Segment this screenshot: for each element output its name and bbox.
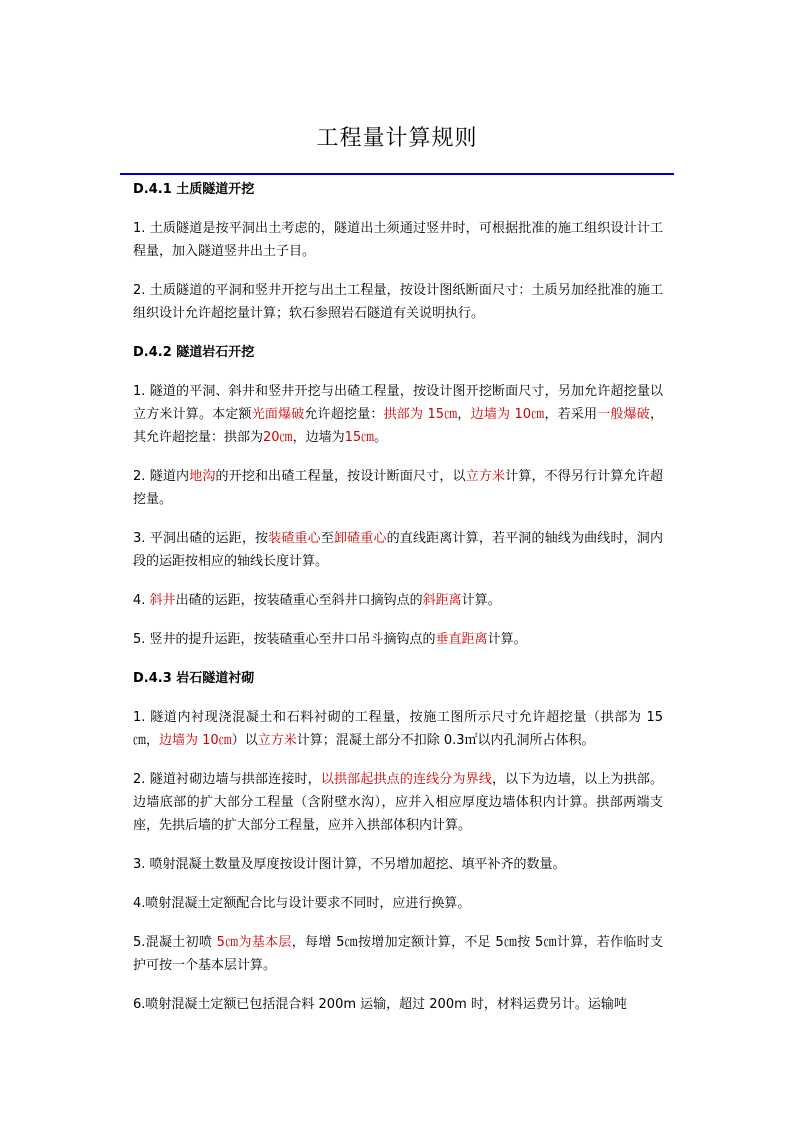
- highlighted-text: 以拱部起拱点的连线分为界线: [320, 772, 492, 787]
- rule-paragraph: [133, 853, 663, 876]
- section-heading: D.4.2 隧道岩石开挖: [133, 345, 255, 360]
- rule-paragraph: [133, 706, 663, 752]
- page-title: 工程量计算规则: [316, 126, 478, 151]
- text-run: 1. 隧道的平洞、斜井和竖井开挖与出碴工程量，按设计图开挖断面尺寸，另加允许超挖量以立方米计算。本定额: [133, 384, 663, 422]
- highlighted-text: 一般爆破: [597, 407, 650, 422]
- text-run: ，若采用: [544, 407, 598, 422]
- highlighted-text: 5㎝为基本层: [216, 935, 292, 950]
- highlighted-text: 边墙为 10㎝: [470, 407, 545, 422]
- document-body: [133, 178, 663, 1032]
- rule-paragraph: [133, 931, 663, 977]
- text-run: 1. 隧道内衬现浇混凝土和石料衬砌的工程量，按施工图所示尺寸允许超挖量（拱部为 15㎝，: [133, 710, 663, 748]
- text-run: ，以下为边墙，以上为拱部。边墙底部的扩大部分工程量（含附壁水沟），应并入相应厚度边墙体积内计算。拱部两端支座，先拱后墙的扩大部分工程量，应并入拱部体积内计算。: [133, 772, 663, 833]
- text-run: 的开挖和出碴工程量，按设计断面尺寸，以: [215, 469, 466, 484]
- rule-paragraph: [133, 380, 663, 449]
- text-run: 计算，不得另行计算允许超挖量。: [133, 469, 663, 507]
- text-run: 至: [320, 531, 335, 546]
- highlighted-text: 装碴重心: [268, 531, 321, 546]
- highlighted-text: 20㎝: [263, 430, 293, 445]
- rule-paragraph: [133, 279, 663, 325]
- rule-paragraph: [133, 892, 663, 915]
- text-run: 6.喷射混凝土定额已包括混合料 200m 运输，超过 200m 时，材料运费另计。运输吨: [133, 997, 627, 1012]
- text-run: 2. 隧道衬砌边墙与拱部连接时，: [133, 772, 321, 787]
- text-run: 3. 喷射混凝土数量及厚度按设计图计算，不另增加超挖、填平补齐的数量。: [133, 857, 566, 872]
- title-divider: [120, 173, 674, 175]
- text-run: 5. 竖井的提升运距，按装碴重心至井口吊斗摘钩点的: [133, 632, 436, 647]
- text-run: ，每增 5㎝按增加定额计算，不足 5㎝按 5㎝计算，若作临时支护可按一个基本层计算。: [133, 935, 663, 973]
- text-run: 出碴的运距，按装碴重心至斜井口摘钩点的: [175, 593, 423, 608]
- text-run: ，其允许超挖量：拱部为: [133, 407, 663, 445]
- rule-paragraph: [133, 768, 663, 837]
- highlighted-text: 立方米: [257, 733, 297, 748]
- rule-paragraph: [133, 993, 663, 1016]
- rule-paragraph: [133, 527, 663, 573]
- rule-paragraph: [133, 217, 663, 263]
- text-run: 计算。: [461, 593, 501, 608]
- text-run: 的直线距离计算，若平洞的轴线为曲线时，洞内段的运距按相应的轴线长度计算。: [133, 531, 663, 569]
- section-heading: D.4.3 岩石隧道衬砌: [133, 671, 255, 686]
- text-run: ）以: [231, 733, 258, 748]
- highlighted-text: 15㎝: [344, 430, 375, 445]
- highlighted-text: 斜井: [149, 593, 176, 608]
- text-run: 5.混凝土初喷: [133, 935, 217, 950]
- text-run: 3. 平洞出碴的运距，按: [133, 531, 269, 546]
- text-run: 计算。: [487, 632, 527, 647]
- rule-paragraph: [133, 628, 663, 651]
- highlighted-text: 斜距离: [422, 593, 462, 608]
- highlighted-text: 垂直距离: [435, 632, 488, 647]
- text-run: 1. 土质隧道是按平洞出土考虑的，隧道出土须通过竖井时，可根据批准的施工组织设计计工程量，加入隧道竖井出土子目。: [133, 221, 663, 259]
- text-run: 2. 隧道内: [133, 469, 190, 484]
- highlighted-text: 卸碴重心: [334, 531, 387, 546]
- text-run: 2. 土质隧道的平洞和竖井开挖与出土工程量，按设计图纸断面尺寸：土质另加经批准的施工组织设计允许超挖量计算；软石参照岩石隧道有关说明执行。: [133, 283, 663, 321]
- highlighted-text: 地沟: [189, 469, 216, 484]
- text-run: 4.喷射混凝土定额配合比与设计要求不同时，应进行换算。: [133, 896, 471, 911]
- section-heading: D.4.1 土质隧道开挖: [133, 182, 255, 197]
- text-run: 。: [374, 430, 388, 445]
- text-run: 允许超挖量：: [304, 407, 384, 422]
- text-run: ，边墙为: [292, 430, 345, 445]
- highlighted-text: 光面爆破: [251, 407, 305, 422]
- highlighted-text: 立方米: [465, 469, 506, 484]
- highlighted-text: 拱部为 15㎝: [383, 407, 458, 422]
- highlighted-text: 边墙为 10㎝: [159, 733, 232, 748]
- text-run: ，: [457, 407, 471, 422]
- rule-paragraph: [133, 589, 663, 612]
- text-run: 计算；混凝土部分不扣除 0.3㎡以内孔洞所占体积。: [296, 733, 595, 748]
- text-run: 4.: [133, 593, 150, 608]
- rule-paragraph: [133, 465, 663, 511]
